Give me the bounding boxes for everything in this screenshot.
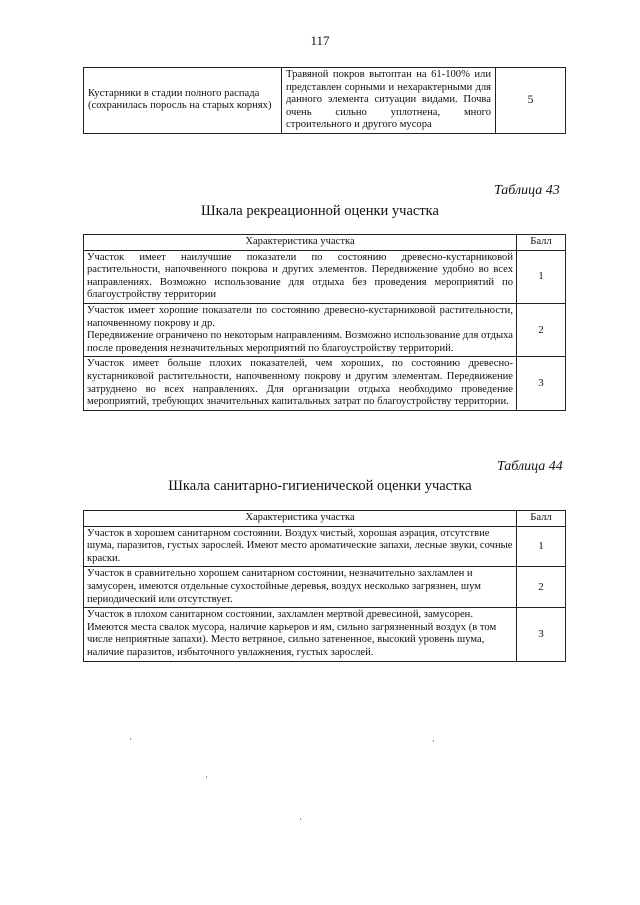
table43-caption: Таблица 43 bbox=[494, 183, 560, 198]
table43-header-characteristic: Характеристика участка bbox=[84, 235, 517, 251]
table44-header-row bbox=[84, 511, 566, 527]
score-cell: 3 bbox=[517, 357, 566, 410]
shrub-state-cell: Кустарники в стадии полного распада (сохранилась поросль на старых корнях) bbox=[84, 68, 282, 134]
characteristic-text: Участок имеет хорошие показатели по состоянию древесно-кустарниковой растительности, напочвенному покрову и др. bbox=[87, 304, 513, 329]
scan-speck bbox=[206, 776, 207, 778]
table44 bbox=[83, 510, 566, 662]
characteristic-cell bbox=[84, 357, 517, 410]
characteristic-text: Участок имеет наилучшие показатели по состоянию древесно-кустарниковой растительности, напочвенного покрова и других элементов. Передвижение удобно во всех направлениях. Возможно использование для отдыха без проведения мероприятий по благоустройству территории bbox=[87, 251, 513, 301]
characteristic-cell bbox=[84, 567, 517, 608]
ground-cover-cell: Травяной покров вытоптан на 61-100% или представлен сорными и нехарактерными для данного элемента ситуации видами. Почва очень сильно уплотнена, много строительного и другого мусора bbox=[282, 68, 496, 134]
characteristic-text: Передвижение ограничено по некоторым направлениям. Возможно использование для отдыха после проведения незначительных мероприятий по благоустройству территорий. bbox=[87, 330, 514, 354]
page-number: 117 bbox=[310, 33, 330, 48]
table43-header-row bbox=[84, 235, 566, 251]
continuation-table bbox=[83, 67, 566, 134]
score-cell: 2 bbox=[517, 567, 566, 608]
characteristic-cell bbox=[84, 250, 517, 303]
characteristic-text: Участок в хорошем санитарном состоянии. Воздух чистый, хорошая аэрация, отсутствие шума, паразитов, густых зарослей. Имеют место ароматические запахи, лесные звуки, сочные краски. bbox=[87, 527, 513, 564]
table44-caption: Таблица 44 bbox=[497, 459, 563, 474]
scan-speck bbox=[300, 818, 301, 820]
score-cell: 1 bbox=[517, 250, 566, 303]
table43-header-score: Балл bbox=[517, 235, 566, 251]
table43 bbox=[83, 234, 566, 411]
characteristic-text: Участок в плохом санитарном состоянии, захламлен мертвой древесиной, замусорен. Имеются места свалок мусора, наличие карьеров и ям, сильно загрязненный воздух (в том числе неприятные запахи). Место ветряное, сильно затененное, высокий уровень шума, наличие паразитов, избыточного увлажнения, густых зарослей. bbox=[87, 609, 497, 658]
table-row bbox=[84, 303, 566, 356]
table-row bbox=[84, 608, 566, 661]
score-cell: 5 bbox=[496, 68, 566, 134]
table-row bbox=[84, 357, 566, 410]
characteristic-text: Участок в сравнительно хорошем санитарном состоянии, незначительно захламлен и замусорен, имеются отдельные сухостойные деревья, воздух несколько загрязнен, шум периодический или отсутствует. bbox=[87, 568, 481, 605]
table-row bbox=[84, 567, 566, 608]
characteristic-cell bbox=[84, 303, 517, 356]
table44-title: Шкала санитарно-гигиенической оценки участка bbox=[168, 478, 472, 494]
table-row bbox=[84, 250, 566, 303]
score-cell: 2 bbox=[517, 303, 566, 356]
characteristic-cell bbox=[84, 526, 517, 567]
table-row bbox=[84, 68, 566, 134]
table43-title: Шкала рекреационной оценки участка bbox=[201, 203, 439, 219]
characteristic-text: Участок имеет больше плохих показателей, чем хороших, по состоянию древесно-кустарниковой растительности, напочвенному покрову и другим элементам. Передвижение затруднено во всех направлениях. Для организации отдыха необходимо проведение мероприятий, требующих значительных капитальных затрат по благоустройству территории. bbox=[87, 358, 513, 408]
characteristic-cell bbox=[84, 608, 517, 661]
table-row bbox=[84, 526, 566, 567]
scan-speck bbox=[433, 740, 434, 742]
score-cell: 1 bbox=[517, 526, 566, 567]
table44-header-characteristic: Характеристика участка bbox=[84, 511, 517, 527]
scan-speck bbox=[130, 738, 131, 740]
score-cell: 3 bbox=[517, 608, 566, 661]
table44-header-score: Балл bbox=[517, 511, 566, 527]
